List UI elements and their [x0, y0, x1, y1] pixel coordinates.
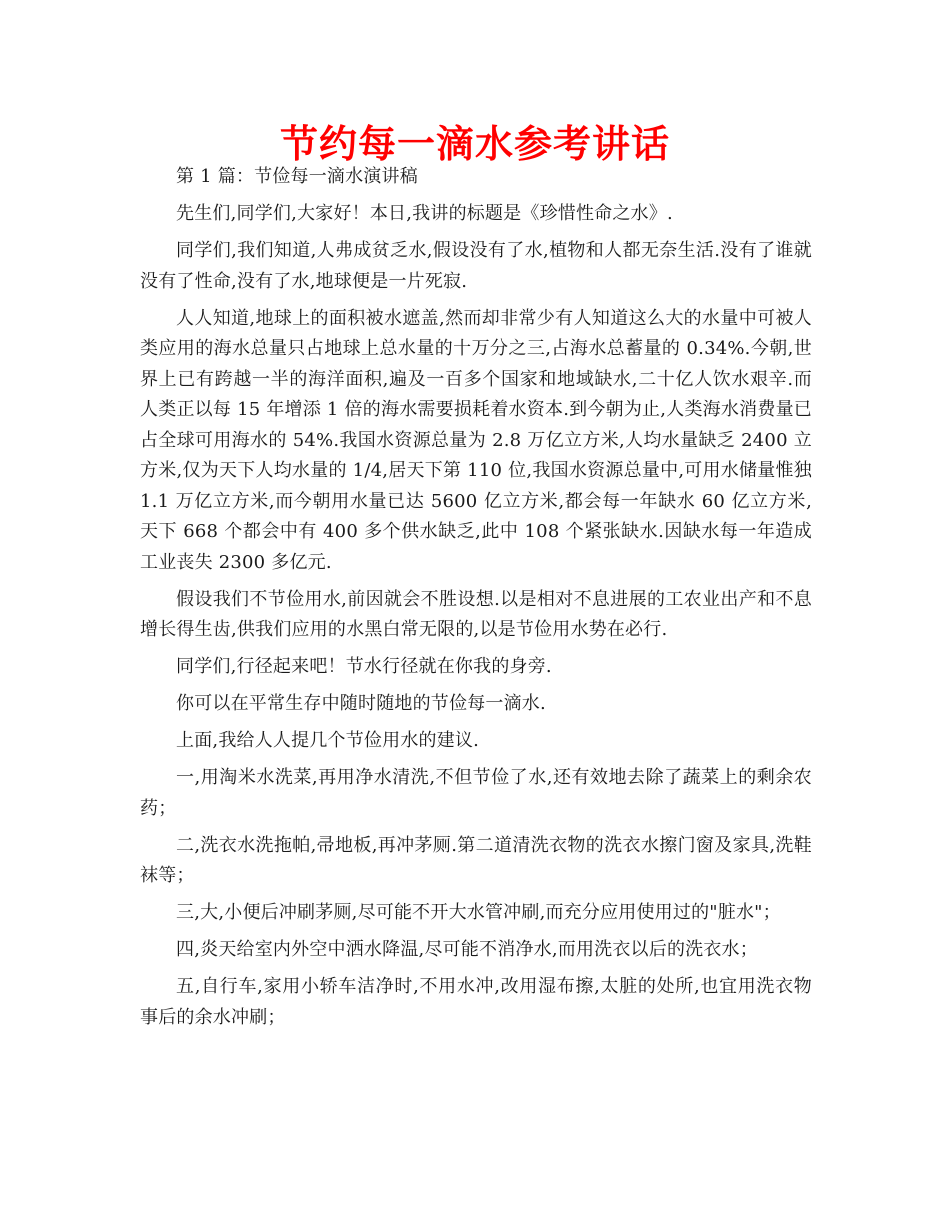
- paragraph: 先生们,同学们,大家好！本日,我讲的标题是《珍惜性命之水》.: [176, 203, 673, 224]
- paragraph: 二,洗衣水洗拖帕,帚地板,再冲茅厕.第二道清洗衣物的洗衣水擦门窗及家具,洗鞋袜等；: [140, 834, 812, 886]
- paragraph: 三,大,小便后冲刷茅厕,尽可能不开大水管冲刷,而充分应用使用过的"脏水"；: [176, 902, 781, 923]
- document-subtitle: 第 1 篇：节俭每一滴水演讲稿: [176, 166, 418, 187]
- paragraph: 一,用淘米水洗菜,再用净水清洗,不但节俭了水,还有效地去除了蔬菜上的剩余农药；: [140, 767, 812, 819]
- paragraph: 同学们,行径起来吧！节水行径就在你我的身旁.: [176, 656, 552, 677]
- paragraph: 上面,我给人人提几个节俭用水的建议.: [176, 730, 480, 751]
- document-body: [140, 162, 812, 1040]
- document-title: 节约每一滴水参考讲话: [279, 122, 670, 166]
- paragraph: 五,自行车,家用小轿车洁净时,不用水冲,改用湿布擦,太脏的处所,也宜用洗衣物事后的余水冲刷；: [140, 976, 812, 1028]
- paragraph: 同学们,我们知道,人弗成贫乏水,假设没有了水,植物和人都无奈生活.没有了谁就没有了性命,没有了水,地球便是一片死寂.: [140, 240, 812, 292]
- paragraph: 四,炎天给室内外空中洒水降温,尽可能不消净水,而用洗衣以后的洗衣水；: [176, 939, 758, 960]
- paragraph: 你可以在平常生存中随时随地的节俭每一滴水.: [176, 693, 546, 714]
- paragraph: 假设我们不节俭用水,前因就会不胜设想.以是相对不息进展的工农业出产和不息增长得生齿,供我们应用的水黑白常无限的,以是节俭用水势在必行.: [140, 588, 812, 640]
- paragraph: 人人知道,地球上的面积被水遮盖,然而却非常少有人知道这么大的水量中可被人类应用的海水总量只占地球上总水量的十万分之三,占海水总蓄量的 0.34%.今朝,世界上已有跨越一半的海洋面积,遍及一百多个国家和地域缺水,二十亿人饮水艰辛.而人类正以每 15 年增添 1 倍的海水需要损耗着水资本.到今朝为止,人类海水消费量已占全球可用海水的 54%.我国水资源总量为 2.8 万亿立方米,人均水量缺乏 2400 立方米,仅为天下人均水量的 1/4,居天下第 110 位,我国水资源总量中,可用水储量惟独 1.1 万亿立方米,而今朝用水量已达 5600 亿立方米,都会每一年缺水 60 亿立方米,天下 668 个都会中有 400 多个供水缺乏,此中 108 个紧张缺水.因缺水每一年造成工业丧失 2300 多亿元.: [140, 307, 812, 573]
